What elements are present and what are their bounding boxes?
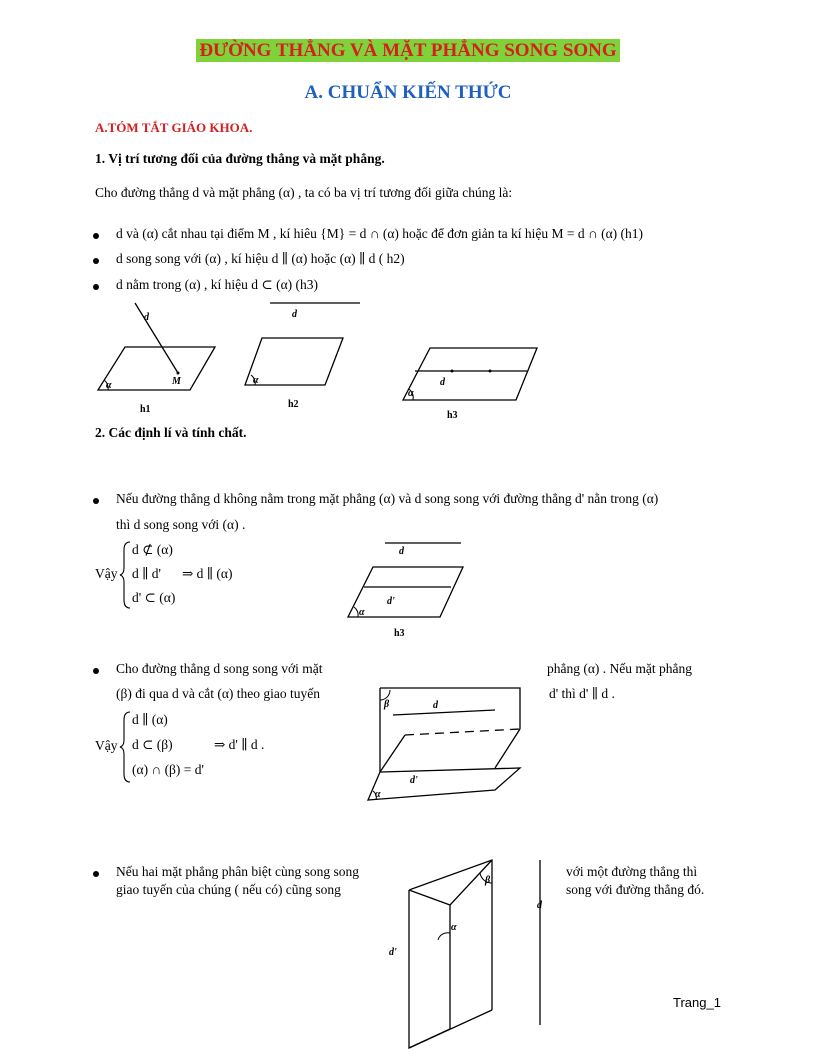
figure-two-planes (380, 855, 560, 1055)
beta-label: β (384, 699, 390, 710)
figure-h3-parallel (340, 535, 470, 645)
section1-intro: Cho đường thẳng d và mặt phẳng (α) , ta có ba vị trí tương đối giữa chúng là: (95, 185, 513, 200)
bullet-item-3: d nằm trong (α) , kí hiệu d ⊂ (α) (h3) (116, 277, 319, 292)
section1-title: 1. Vị trí tương đối của đường thẳng và mặt phẳng. (95, 151, 385, 166)
figure-h3 (403, 348, 537, 421)
alpha-label: α (451, 922, 457, 933)
alpha-label: α (253, 375, 259, 386)
system-brace (120, 540, 132, 610)
caption-h2: h2 (288, 399, 299, 410)
theorem3-left-1: Nếu hai mặt phẳng phân biệt cùng song song (116, 864, 359, 879)
alpha-label: α (375, 789, 381, 800)
bullet (93, 233, 99, 239)
line-d-label: d (292, 309, 297, 320)
page-footer: Trang_1 (673, 995, 721, 1010)
summary-heading: A.TÓM TẮT GIÁO KHOA. (95, 120, 253, 135)
bullet (93, 258, 99, 264)
bullet-item-2: d song song với (α) , kí hiệu d ∥ (α) hoặc (α) ∥ d ( h2) (116, 251, 405, 266)
line-d-label: d (433, 700, 438, 711)
alpha-label: α (359, 607, 365, 618)
line-d-label: d (144, 312, 149, 323)
theorem1-condition-1: d ⊄ (α) (132, 542, 173, 557)
theorem2-left-1: Cho đường thẳng d song song với mặt (116, 661, 323, 676)
line-dp-label: d' (389, 947, 397, 958)
figure-h2 (245, 303, 360, 410)
theorem2-condition-3: (α) ∩ (β) = d' (132, 762, 204, 777)
line-d-label: d (399, 546, 404, 557)
theorem2-vay: Vậy (95, 738, 118, 753)
theorem1-line1: Nếu đường thẳng d không nằm trong mặt phẳng (α) và d song song với đường thẳng d' nằn trong (α) (116, 491, 659, 506)
system-brace (120, 710, 132, 785)
theorem1-condition-3: d' ⊂ (α) (132, 590, 176, 605)
point-m-label: M (172, 376, 181, 387)
figure-intersecting-planes (360, 675, 540, 810)
caption-h1: h1 (140, 404, 151, 415)
line-d-label: d (440, 377, 445, 388)
theorem2-right-2: d' thì d' ∥ d . (549, 686, 615, 701)
bullet (93, 668, 99, 674)
theorem1-condition-2: d ∥ d' (132, 566, 161, 581)
alpha-label: α (106, 380, 112, 391)
bullet (93, 498, 99, 504)
document-title: ĐƯỜNG THẲNG VÀ MẶT PHẲNG SONG SONG (0, 40, 816, 62)
bullet (93, 871, 99, 877)
beta-label: β (485, 875, 491, 886)
line-d-label: d (537, 900, 542, 911)
caption-h3: h3 (394, 628, 405, 639)
bullet (93, 284, 99, 290)
theorem1-line2: thì d song song với (α) . (116, 517, 246, 532)
theorem3-right-2: song với đường thẳng đó. (566, 882, 705, 897)
theorem3-right-1: với một đường thẳng thì (566, 864, 698, 879)
theorem3-left-2: giao tuyến của chúng ( nếu có) cũng song (116, 882, 341, 897)
figure-h1 (98, 303, 215, 415)
theorem2-conclusion: ⇒ d' ∥ d . (214, 737, 265, 752)
alpha-label: α (408, 388, 414, 399)
theorem2-condition-2: d ⊂ (β) (132, 737, 173, 752)
theorem2-right-1: phẳng (α) . Nếu mặt phẳng (547, 661, 693, 676)
position-figures (90, 295, 560, 425)
theorem1-conclusion: ⇒ d ∥ (α) (182, 566, 233, 581)
line-dp-label: d' (410, 775, 418, 786)
theorem1-vay: Vậy (95, 566, 118, 581)
section2-title: 2. Các định lí và tính chất. (95, 425, 247, 440)
caption-h3: h3 (447, 410, 458, 421)
bullet-item-1: d và (α) cắt nhau tại điểm M , kí hiêu {M} = d ∩ (α) hoặc để đơn giản ta kí hiệu M = d ∩ (α) (h1) (116, 226, 644, 241)
theorem2-condition-1: d ∥ (α) (132, 712, 168, 727)
line-dp-label: d' (387, 596, 395, 607)
theorem2-left-2: (β) đi qua d và cắt (α) theo giao tuyến (116, 686, 320, 701)
section-heading: A. CHUẨN KIẾN THỨC (304, 82, 512, 103)
